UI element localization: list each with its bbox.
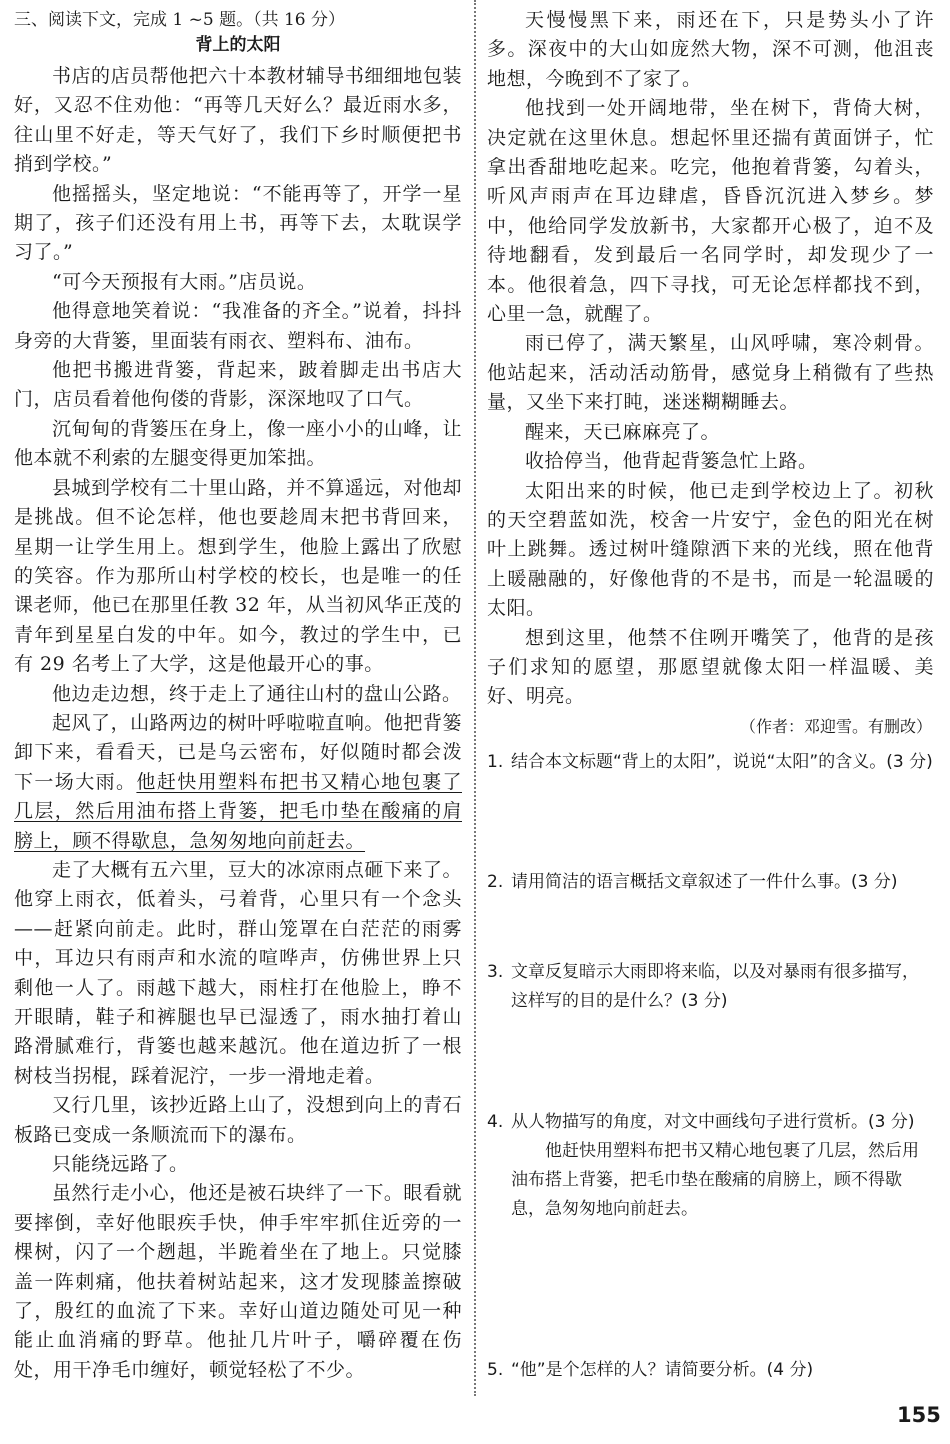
paragraph-text: 天慢慢黑下来，雨还在下，只是势头小了许多。深夜中的大山如庞然大物，深不可测，他沮丧地想，今晚到不了家了。	[487, 9, 934, 90]
paragraph-text: 县城到学校有二十里山路，并不算遥远，对他却是挑战。但不论怎样，他也要趁周末把书背回来，星期一让学生用上。想到学生，他脸上露出了欣慰的笑容。作为那所山村学校的校长，也是唯一的任课老师，他已在那里任教 32 年，从当初风华正茂的青年到星星白发的中年。如今，教过的学生中，已有 29 名考上了大学，这是他最开心的事。	[14, 476, 462, 676]
underlined-sentence: 他赶快用塑料布把书又精心地包裹了几层，然后用油布搭上背篓，把毛巾垫在酸痛的肩膀上，顾不得歇息，急匆匆地向前赶去。	[14, 770, 462, 852]
story-paragraph	[14, 356, 462, 415]
question-number: 2.	[487, 871, 504, 892]
story-paragraph	[487, 6, 934, 94]
paragraph-text: 只能绕远路了。	[52, 1153, 189, 1176]
paragraph-text: 他边走边想，终于走上了通往山村的盘山公路。	[52, 682, 462, 705]
story-paragraph	[487, 329, 934, 417]
left-column	[14, 6, 462, 1385]
story-paragraph	[487, 447, 934, 476]
right-column	[487, 6, 934, 1385]
story-paragraph	[487, 418, 934, 447]
question-text: 结合本文标题“背上的太阳”，说说“太阳”的含义。(3 分)	[511, 751, 933, 772]
paragraph-text: 他找到一处开阔地带，坐在树下，背倚大树，决定就在这里休息。想起怀里还揣有黄面饼子，忙拿出香甜地吃起来。吃完，他抱着背篓，勾着头，听风声雨声在耳边肆虐，昏昏沉沉进入梦乡。梦中，他给同学发放新书，大家都开心极了，迫不及待地翻看，发到最后一名同学时，却发现少了一本。他很着急，四下寻找，可无论怎样都找不到，心里一急，就醒了。	[487, 97, 934, 326]
story-paragraph	[14, 856, 462, 1091]
story-paragraph	[487, 94, 934, 329]
paragraph-text: 他得意地笑着说：“我准备的齐全。”说着，抖抖身旁的大背篓，里面装有雨衣、塑料布、油布。	[14, 300, 462, 352]
paragraph-text: 沉甸甸的背篓压在身上，像一座小小的山峰，让他本就不利索的左腿变得更加笨拙。	[14, 417, 462, 470]
paragraph-text: 他摇摇头，坚定地说：“不能再等了，开学一星期了，孩子们还没有用上书，再等下去，太耽误学习了。”	[14, 182, 462, 264]
paragraph-text: 又行几里，该抄近路上山了，没想到向上的青石板路已变成一条顺流而下的瀑布。	[14, 1094, 462, 1146]
question-number: 4.	[487, 1111, 504, 1132]
section-header: 三、阅读下文，完成 1 ~5 题。（共 16 分）	[14, 10, 346, 30]
story-body-left	[14, 62, 462, 1385]
story-paragraph	[14, 680, 462, 709]
question-number: 1.	[487, 751, 504, 772]
paragraph-text: 起风了，山路两边的树叶呼啦啦直响。他把背篓卸下来，看看天，已是乌云密布，好似随时都会泼下一场大雨。	[14, 711, 462, 793]
question-number: 3.	[487, 961, 504, 982]
story-paragraph	[487, 624, 934, 712]
page-number: 155	[897, 1403, 941, 1427]
paragraph-text: 雨已停了，满天繁星，山风呼啸，寒冷刺骨。他站起来，活动活动筋骨，感觉身上稍微有了些热量，又坐下来打盹，迷迷糊糊睡去。	[487, 332, 934, 414]
paragraph-text: “可今天预报有大雨。”店员说。	[52, 270, 317, 293]
question-3	[487, 958, 934, 1108]
story-paragraph	[487, 477, 934, 624]
question-text: 文章反复暗示大雨即将来临，以及对暴雨有很多描写，这样写的目的是什么？(3 分)	[511, 961, 919, 1011]
story-paragraph	[14, 297, 462, 356]
author-credit: （作者：邓迎雪。有删改）	[739, 716, 932, 736]
story-paragraph	[14, 415, 462, 474]
paragraph-text: 想到这里，他禁不住咧开嘴笑了，他背的是孩子们求知的愿望，那愿望就像太阳一样温暖、美好、明亮。	[487, 626, 934, 708]
paragraph-text: 太阳出来的时候，他已走到学校边上了。初秋的天空碧蓝如洗，校舍一片安宁，金色的阳光在树叶上跳舞。透过树叶缝隙洒下来的光线，照在他背上暖融融的，好像他背的不是书，而是一轮温暖的太阳。	[487, 479, 934, 620]
paragraph-text: 走了大概有五六里，豆大的冰凉雨点砸下来了。他穿上雨衣，低着头，弓着背，心里只有一个念头——赶紧向前走。此时，群山笼罩在白茫茫的雨雾中，耳边只有雨声和水流的喧哗声，仿佛世界上只剩他一人了。雨越下越大，雨柱打在他脸上，睁不开眼睛，鞋子和裤腿也早已湿透了，雨水抽打着山路滑腻难行，背篓也越来越沉。他在道边折了一根树枝当拐棍，踩着泥泞，一步一滑地走着。	[14, 858, 462, 1087]
question-text: 从人物描写的角度，对文中画线句子进行赏析。(3 分)	[511, 1111, 915, 1132]
question-text: “他”是个怎样的人？请简要分析。(4 分)	[511, 1359, 814, 1380]
story-body-right	[487, 6, 934, 712]
story-paragraph	[14, 180, 462, 268]
question-4	[487, 1108, 934, 1356]
story-paragraph	[14, 709, 462, 856]
story-paragraph	[14, 474, 462, 680]
story-title: 背上的太阳	[195, 35, 281, 55]
quoted-sentence: 他赶快用塑料布把书又精心地包裹了几层，然后用油布搭上背篓，把毛巾垫在酸痛的肩膀上，顾不得歇息，急匆匆地向前赶去。	[511, 1140, 919, 1219]
paragraph-text: 书店的店员帮他把六十本教材辅导书细细地包装好，又忍不住劝他：“再等几天好么？最近雨水多，往山里不好走，等天气好了，我们下乡时顺便把书捎到学校。”	[14, 65, 462, 176]
paragraph-text: 虽然行走小心，他还是被石块绊了一下。眼看就要摔倒，幸好他眼疾手快，伸手牢牢抓住近旁的一棵树，闪了一个趔趄，半跪着坐在了地上。只觉膝盖一阵刺痛，他扶着树站起来，这才发现膝盖擦破了，殷红的血流了下来。幸好山道边随处可见一种能止血消痛的野草。他扯几片叶子，嚼碎覆在伤处，用干净毛巾缠好，顿觉轻松了不少。	[14, 1182, 462, 1381]
question-text: 请用简洁的语言概括文章叙述了一件什么事。(3 分)	[511, 871, 898, 892]
story-paragraph	[14, 1150, 462, 1179]
question-number: 5.	[487, 1359, 504, 1380]
paragraph-text: 收拾停当，他背起背篓急忙上路。	[525, 450, 818, 473]
story-paragraph	[14, 268, 462, 297]
story-paragraph	[14, 1179, 462, 1385]
paragraph-text: 他把书搬进背篓，背起来，跛着脚走出书店大门，店员看着他佝偻的背影，深深地叹了口气。	[14, 359, 462, 411]
question-1	[487, 748, 934, 868]
question-2	[487, 868, 934, 958]
story-paragraph	[14, 1091, 462, 1150]
paragraph-text: 醒来，天已麻麻亮了。	[525, 420, 721, 443]
story-paragraph	[14, 62, 462, 180]
column-divider	[474, 0, 476, 1396]
question-5	[487, 1356, 934, 1385]
